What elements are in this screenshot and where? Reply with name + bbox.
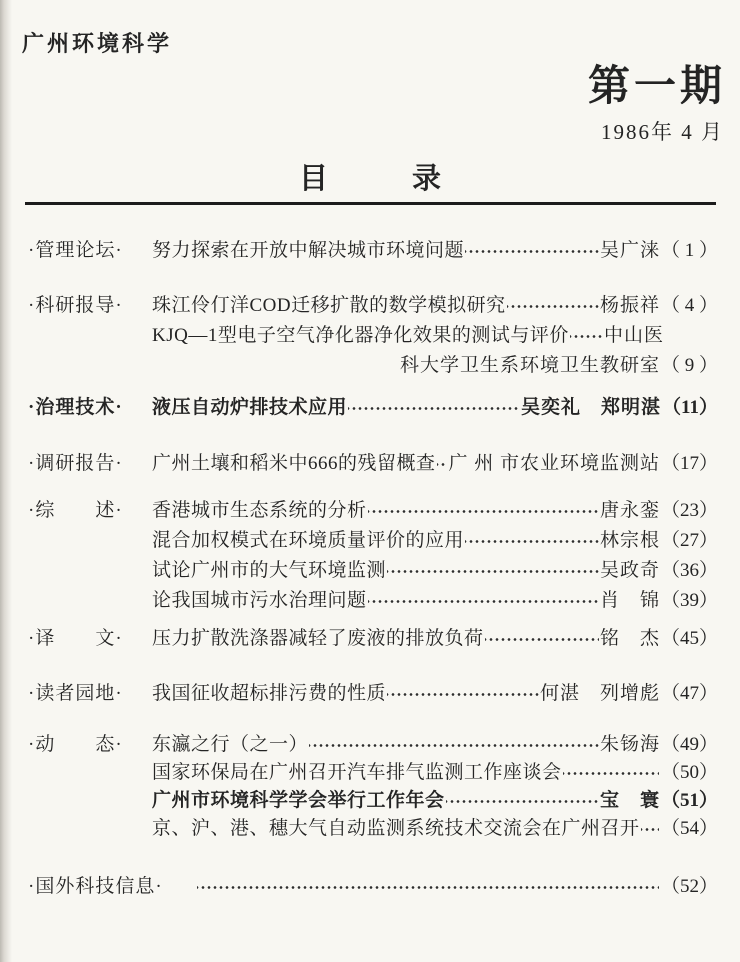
toc-entry (152, 787, 718, 815)
article-title: 液压自动炉排技术应用 (152, 397, 348, 418)
toc-entry (163, 872, 718, 902)
author-continuation (152, 351, 718, 381)
toc-row (28, 496, 718, 526)
section-label: ·管理论坛· (28, 240, 123, 261)
author: 朱钖海 (599, 734, 660, 755)
page-number: （49） (660, 734, 718, 755)
toc-entry (152, 815, 718, 843)
page-number: （ 9 ） (660, 355, 718, 376)
toc-entry (152, 496, 718, 526)
author: 唐永銮 (599, 500, 660, 521)
toc-row (28, 731, 718, 759)
dot-leader (387, 562, 599, 581)
dot-leader (485, 630, 599, 649)
article-title: 混合加权模式在环境质量评价的应用 (152, 530, 465, 551)
toc-section (28, 731, 718, 843)
toc-heading-wrap (0, 156, 740, 197)
toc-row (28, 351, 718, 381)
toc-section (28, 393, 718, 423)
toc-entry (152, 321, 718, 351)
article-title: 京、沪、港、穗大气自动监测系统技术交流会在广州召开 (152, 818, 640, 839)
dot-leader (563, 764, 659, 783)
dot-leader (387, 685, 539, 704)
article-title: 论我国城市污水治理问题 (152, 590, 367, 611)
toc-entry (152, 759, 718, 787)
author: 肖 锦 (599, 590, 660, 611)
page-number: （36） (660, 560, 718, 581)
toc-section (28, 624, 718, 654)
toc-entry (152, 291, 718, 321)
page-number: （47） (660, 683, 718, 704)
article-title: 广州土壤和稻米中666的残留概查 (152, 453, 436, 474)
toc-row (28, 526, 718, 556)
toc-row (28, 586, 718, 616)
toc-entry (152, 449, 718, 479)
dot-leader (465, 242, 599, 261)
dot-leader (368, 502, 599, 521)
article-title: 国家环保局在广州召开汽车排气监测工作座谈会 (152, 762, 562, 783)
toc-section (28, 449, 718, 479)
toc-row (28, 624, 718, 654)
article-title: 努力探索在开放中解决城市环境问题 (152, 240, 465, 261)
toc-entry (152, 393, 718, 423)
author: 林宗根 (599, 530, 660, 551)
page-number: （17） (660, 453, 718, 474)
toc-section (28, 291, 718, 381)
toc-entry (152, 586, 718, 616)
page-number: （51） (660, 790, 718, 811)
section-label: ·综 述· (28, 500, 123, 521)
section-label: ·译 文· (28, 628, 123, 649)
page-number: （45） (660, 628, 718, 649)
page-number: （23） (660, 500, 718, 521)
toc-section (28, 679, 718, 709)
toc-row (28, 449, 718, 479)
author: 广 州 市农业环境监测站 (448, 453, 660, 474)
page-number: （ 4 ） (660, 295, 718, 316)
author: 科大学卫生系环境卫生教研室 (399, 355, 660, 376)
page-number: （27） (660, 530, 718, 551)
article-title: 香港城市生态系统的分析 (152, 500, 367, 521)
page-number: （54） (660, 818, 718, 839)
article-title: 压力扩散洗涤器减轻了废液的排放负荷 (152, 628, 484, 649)
toc-heading: 目录 (298, 163, 525, 195)
dot-leader (368, 592, 599, 611)
divider-rule (25, 202, 716, 205)
section-label: ·调研报告· (28, 453, 123, 474)
toc-row (28, 872, 718, 902)
issue-date: 1986年 4 月 (601, 120, 724, 144)
toc-row (28, 236, 718, 266)
author: 何湛 列增彪 (539, 683, 660, 704)
toc-row (28, 815, 718, 843)
dot-leader (437, 455, 448, 474)
dot-leader (197, 878, 659, 897)
author: 吴广涞 (599, 240, 660, 261)
toc-entry (152, 526, 718, 556)
issue-block (588, 66, 726, 146)
article-title: 试论广州市的大气环境监测 (152, 560, 387, 581)
author: 铭 杰 (599, 628, 660, 649)
author: 宝 寰 (599, 790, 660, 811)
toc-entry (152, 236, 718, 266)
article-title: 广州市环境科学学会举行工作年会 (152, 790, 445, 811)
dot-leader (507, 297, 599, 316)
page-number: （50） (660, 762, 718, 783)
dot-leader (641, 820, 659, 839)
dot-leader (570, 327, 603, 346)
issue-number: 第一期 (587, 64, 726, 110)
dot-leader (348, 399, 520, 418)
toc-row (28, 556, 718, 586)
article-title: 我国征收超标排污费的性质 (152, 683, 387, 704)
section-label: ·读者园地· (28, 683, 123, 704)
scan-edge-shadow (0, 0, 12, 962)
toc-section (28, 236, 718, 266)
toc-row (28, 321, 718, 351)
toc-section (28, 496, 718, 616)
author: 吴政奇 (599, 560, 660, 581)
toc-entry (152, 556, 718, 586)
page-number: （11） (662, 397, 718, 418)
toc-row (28, 393, 718, 423)
dot-leader (465, 532, 599, 551)
toc-row (28, 679, 718, 709)
toc-row (28, 291, 718, 321)
section-label: ·动 态· (28, 734, 123, 755)
author: 吴奕礼 郑明湛 (521, 397, 662, 418)
section-label: ·国外科技信息· (28, 876, 163, 897)
article-title: KJQ—1型电子空气净化器净化效果的测试与评价 (152, 325, 569, 346)
toc-section (28, 872, 718, 902)
journal-title: 广州环境科学 (22, 31, 173, 56)
dot-leader (309, 736, 599, 755)
section-label: ·科研报导· (28, 295, 123, 316)
author: 中山医 (603, 325, 664, 346)
page-number: （52） (660, 876, 718, 897)
section-label: ·治理技术· (28, 397, 123, 418)
toc-entry (152, 731, 718, 759)
dot-leader (446, 792, 599, 811)
article-title: 珠江伶仃洋COD迁移扩散的数学模拟研究 (152, 295, 506, 316)
author: 杨振祥 (599, 295, 660, 316)
toc-row (28, 787, 718, 815)
toc-body (28, 236, 718, 902)
page-number: （ 1 ） (660, 240, 718, 261)
toc-entry (152, 624, 718, 654)
article-title: 东瀛之行（之一） (152, 734, 309, 755)
page-number: （39） (660, 590, 718, 611)
toc-row (28, 759, 718, 787)
toc-entry (152, 679, 718, 709)
